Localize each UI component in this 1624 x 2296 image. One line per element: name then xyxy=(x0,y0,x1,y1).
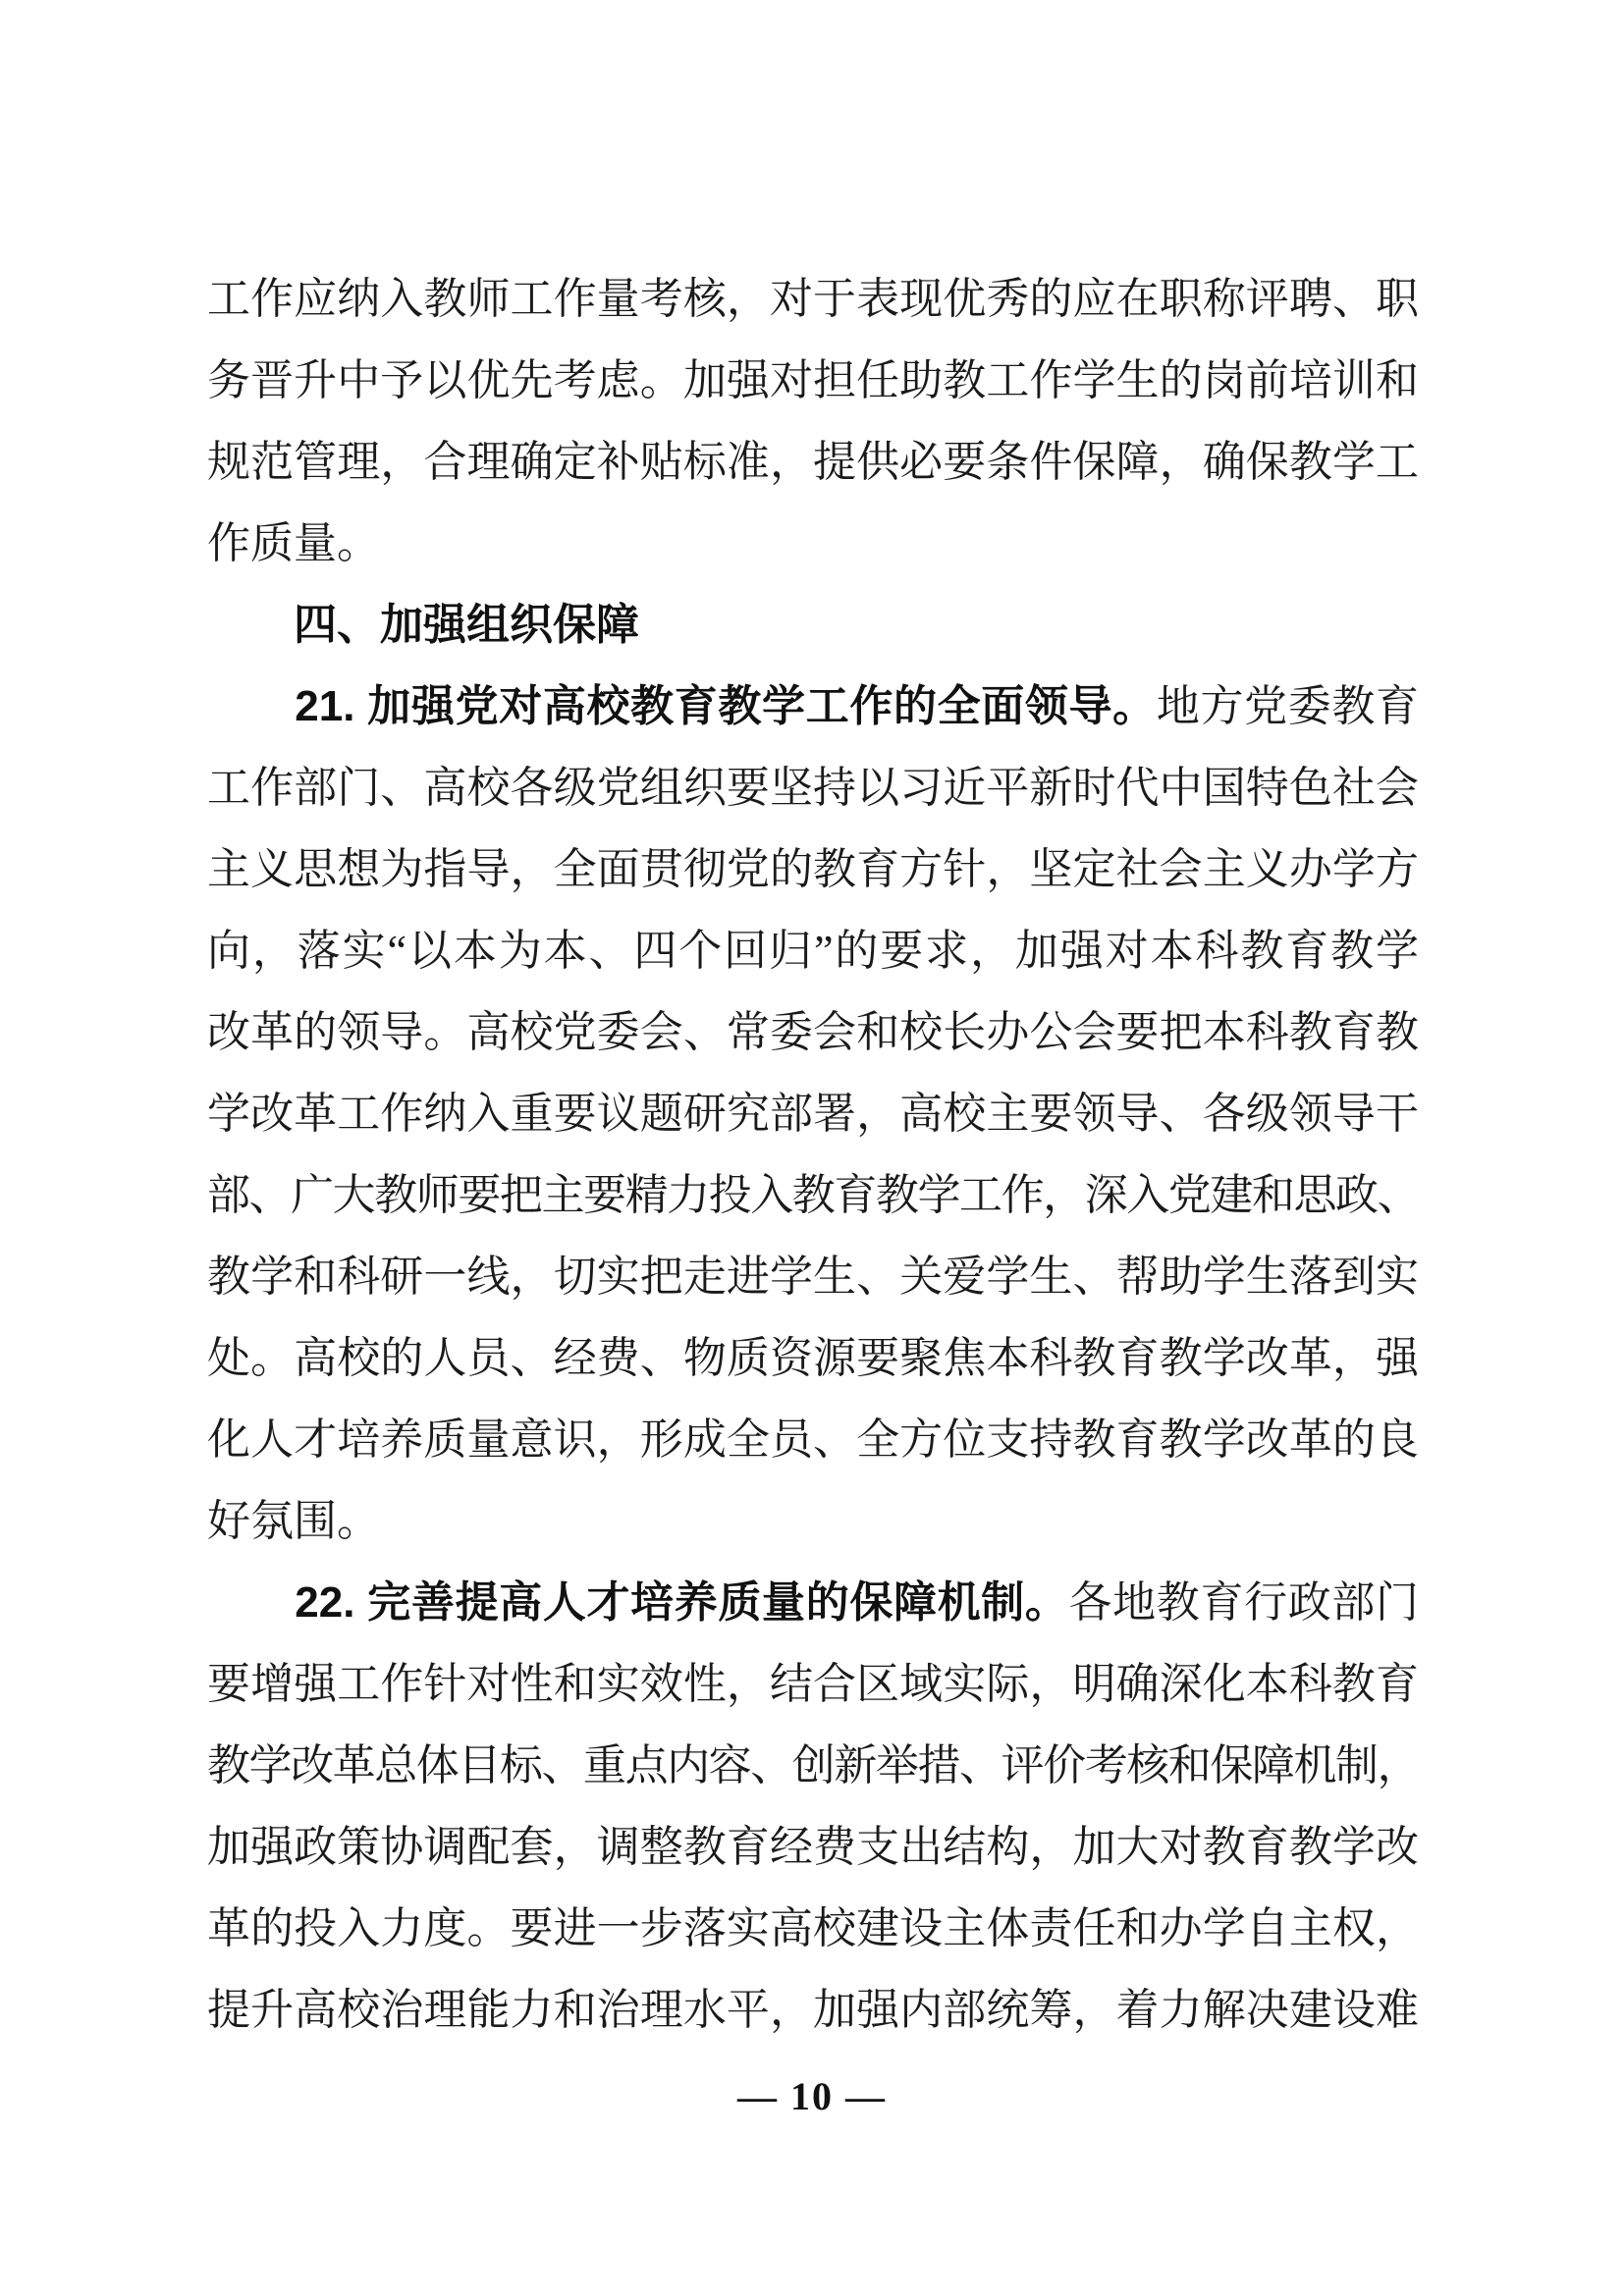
body-text: 向，落实“以本为本、四个回归”的要求，加强对本科教育教学 xyxy=(207,927,1419,975)
text-line xyxy=(207,258,1419,340)
body-text: 教学和科研一线，切实把走进学生、关爱学生、帮助学生落到实 xyxy=(207,1253,1419,1301)
text-line xyxy=(207,828,1419,910)
text-line xyxy=(207,340,1419,421)
text-line xyxy=(207,991,1419,1073)
body-text: 部、广大教师要把主要精力投入教育教学工作，深入党建和思政、 xyxy=(207,1171,1419,1219)
paragraph xyxy=(207,258,1419,584)
text-line xyxy=(207,584,1419,666)
body-text: 工作应纳入教师工作量考核，对于表现优秀的应在职称评聘、职 xyxy=(207,275,1419,323)
section-heading xyxy=(207,584,1419,666)
text-line xyxy=(207,503,1419,584)
text-line xyxy=(207,421,1419,503)
body-text: 作质量。 xyxy=(207,519,380,567)
body-text: 处。高校的人员、经费、物质资源要聚焦本科教育教学改革，强 xyxy=(207,1334,1419,1382)
body-text: 学改革工作纳入重要议题研究部署，高校主要领导、各级领导干 xyxy=(207,1090,1419,1138)
body-text: 主义思想为指导，全面贯彻党的教育方针，坚定社会主义办学方 xyxy=(207,845,1419,893)
body-text: 务晋升中予以优先考虑。加强对担任助教工作学生的岗前培训和 xyxy=(207,356,1419,404)
body-text: 改革的领导。高校党委会、常委会和校长办公会要把本科教育教 xyxy=(207,1008,1419,1056)
text-line xyxy=(207,666,1419,747)
body-text: 加强政策协调配套，调整教育经费支出结构，加大对教育教学改 xyxy=(207,1823,1419,1871)
body-text: 要增强工作针对性和实效性，结合区域实际，明确深化本科教育 xyxy=(207,1660,1419,1708)
text-line xyxy=(207,747,1419,828)
body-text: 革的投入力度。要进一步落实高校建设主体责任和办学自主权， xyxy=(207,1904,1419,1952)
body-text: 各地教育行政部门 xyxy=(1068,1578,1420,1627)
paragraph xyxy=(207,666,1419,1562)
text-line xyxy=(207,1725,1419,1806)
text-line xyxy=(207,1073,1419,1154)
emphasis-text: 21. 加强党对高校教育教学工作的全面领导。 xyxy=(207,682,1157,730)
text-line xyxy=(207,1399,1419,1480)
text-line xyxy=(207,1643,1419,1725)
body-text: 地方党委教育 xyxy=(1156,682,1420,730)
body-text: 化人才培养质量意识，形成全员、全方位支持教育教学改革的良 xyxy=(207,1415,1419,1464)
text-line xyxy=(207,1888,1419,1969)
text-line xyxy=(207,1236,1419,1317)
body-text: 规范管理，合理确定补贴标准，提供必要条件保障，确保教学工 xyxy=(207,438,1419,486)
text-line xyxy=(207,1562,1419,1643)
text-line xyxy=(207,1154,1419,1236)
text-line xyxy=(207,1969,1419,2051)
text-line xyxy=(207,1480,1419,1562)
emphasis-text: 22. 完善提高人才培养质量的保障机制。 xyxy=(207,1578,1069,1627)
document-body xyxy=(207,258,1419,2051)
body-text: 好氛围。 xyxy=(207,1497,380,1545)
emphasis-text: 四、加强组织保障 xyxy=(207,601,639,649)
text-line xyxy=(207,910,1419,991)
page-number: — 10 — xyxy=(737,2074,887,2118)
paragraph xyxy=(207,1562,1419,2051)
body-text: 教学改革总体目标、重点内容、创新举措、评价考核和保障机制， xyxy=(207,1741,1419,1789)
text-line xyxy=(207,1806,1419,1888)
body-text: 工作部门、高校各级党组织要坚持以习近平新时代中国特色社会 xyxy=(207,764,1419,812)
body-text: 提升高校治理能力和治理水平，加强内部统筹，着力解决建设难 xyxy=(207,1986,1419,2034)
text-line xyxy=(207,1317,1419,1399)
